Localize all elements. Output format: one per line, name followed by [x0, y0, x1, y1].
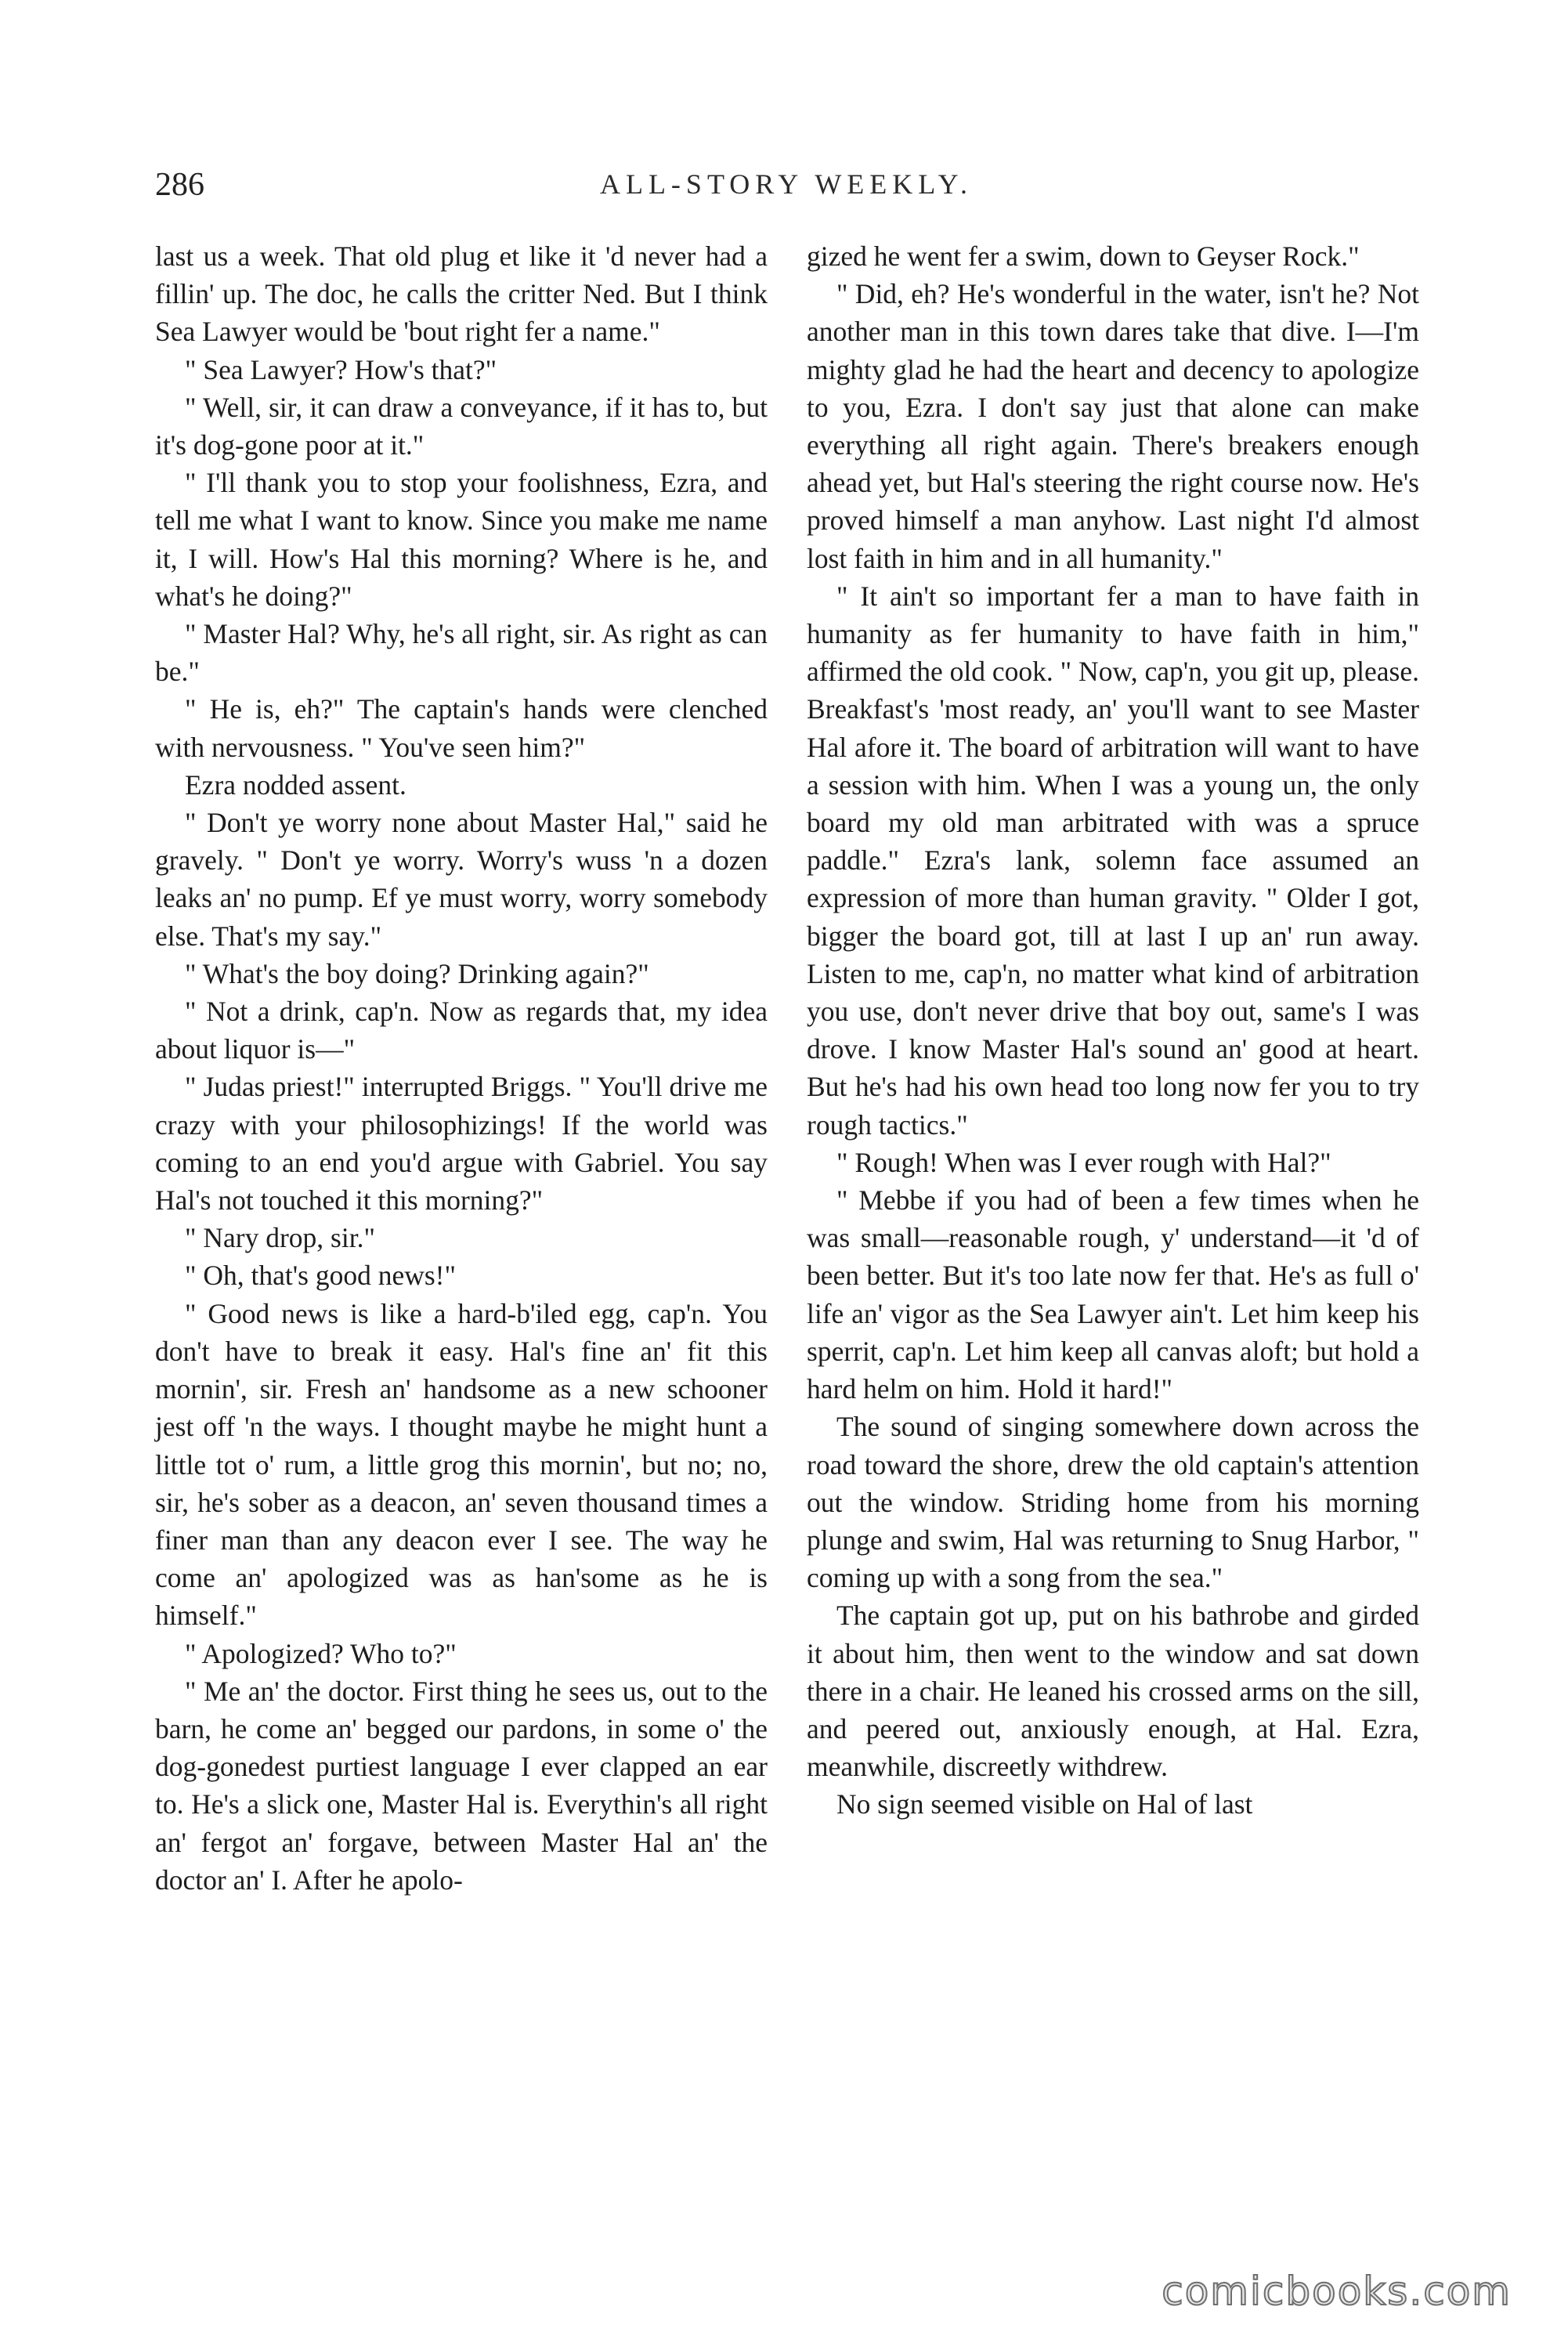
paragraph: No sign seemed visible on Hal of last — [836, 1788, 1253, 1820]
paragraph: " Well, sir, it can draw a conveyance, if it has to, but it's dog-gone poor at it." — [155, 391, 768, 461]
page-header — [155, 166, 1418, 213]
paragraph: " Me an' the doctor. First thing he sees us, out to the barn, he come an' begged our pardons, in some o' the dog-gonedest purtiest language I ever clapped an ear to. He's a slick one, Master Hal is. Everythin's all right an' fergot an' forgave, between Master Hal an' the doctor an' I. After he apolo- — [155, 1675, 768, 1896]
paragraph: " He is, eh?" The captain's hands were clenched with nervousness. " You've seen him?" — [155, 693, 768, 763]
paragraph: " It ain't so important fer a man to have faith in humanity as fer humanity to have faith in him," affirmed the old cook. " Now, cap'n, you git up, please. Breakfast's 'most ready, an' you'll want to see Master Hal afore it. The board of arbitration will want to have a session with him. When I was a young un, the only board my old man arbitrated with was a spruce paddle." Ezra's lank, solemn face assumed an expression of more than human gravity. " Older I got, bigger the board got, till at last I up an' run away. Listen to me, cap'n, no matter what kind of arbitration you use, don't never drive that boy out, same's I was drove. I know Master Hal's sound an' good at heart. But he's had his own head too long now fer you to try rough tactics." — [807, 580, 1419, 1141]
paragraph: " Nary drop, sir." — [185, 1222, 375, 1254]
paragraph: The sound of singing somewhere down across the road toward the shore, drew the old captain's attention out the window. Striding home from his morning plunge and swim, Hal was returning to Snug Harbor, " coming up with a song from the sea." — [807, 1411, 1419, 1594]
paragraph: " Mebbe if you had of been a few times when he was small—reasonable rough, y' understand—it 'd of been better. But it's too late now fer that. He's as full o' life an' vigor as the Sea Lawyer ain't. Let him keep his sperrit, cap'n. Let him keep all canvas aloft; but hold a hard helm on him. Hold it hard!" — [807, 1184, 1419, 1405]
page-number: 286 — [155, 167, 204, 203]
paragraph: " Judas priest!" interrupted Briggs. " You'll drive me crazy with your philosophizings! If the world was coming to an end you'd argue with Gabriel. You say Hal's not touched it this morning?" — [155, 1071, 768, 1217]
paragraph: " Apologized? Who to?" — [185, 1637, 457, 1669]
paragraph: " Master Hal? Why, he's all right, sir. As right as can be." — [155, 618, 768, 688]
paragraph: " Rough! When was I ever rough with Hal?" — [836, 1146, 1331, 1178]
paragraph: " What's the boy doing? Drinking again?" — [185, 957, 649, 989]
paragraph: " Good news is like a hard-b'iled egg, cap'n. You don't have to break it easy. Hal's fine an' fit this mornin', sir. Fresh an' handsome as a new schooner jest off 'n the ways. I thought maybe he might hunt a little tot o' rum, a little grog this mornin', but no; no, sir, he's sober as a deacon, an' seven thousand times a finer man than any deacon ever I see. The way he come an' apologized was as han'some as he is himself." — [155, 1297, 768, 1632]
text-column-right — [807, 237, 1419, 1824]
paragraph: " Not a drink, cap'n. Now as regards that, my idea about liquor is—" — [155, 996, 768, 1065]
text-column-left — [155, 237, 768, 1899]
paragraph: gized he went fer a swim, down to Geyser Rock." — [807, 240, 1360, 272]
running-title: ALL-STORY WEEKLY. — [599, 168, 974, 200]
paragraph: last us a week. That old plug et like it 'd never had a fillin' up. The doc, he calls the critter Ned. But I think Sea Lawyer would be 'bout right fer a name." — [155, 240, 768, 348]
paragraph: " Did, eh? He's wonderful in the water, isn't he? Not another man in this town dares take that dive. I—I'm mighty glad he had the heart and decency to apologize to you, Ezra. I don't say just that alone can make everything all right again. There's breakers enough ahead yet, but Hal's steering the right course now. He's proved himself a man anyhow. Last night I'd almost lost faith in him and in all humanity." — [807, 278, 1419, 574]
watermark: comicbooks.com — [1162, 2269, 1512, 2314]
paragraph: " Don't ye worry none about Master Hal," said he gravely. " Don't ye worry. Worry's wuss 'n a dozen leaks an' no pump. Ef ye must worry, worry somebody else. That's my say." — [155, 807, 768, 952]
paragraph: " Oh, that's good news!" — [185, 1260, 456, 1292]
paragraph: Ezra nodded assent. — [185, 768, 406, 801]
paragraph: " Sea Lawyer? How's that?" — [185, 353, 497, 385]
paragraph: The captain got up, put on his bathrobe and girded it about him, then went to the window and sat down there in a chair. He leaned his crossed arms on the sill, and peered out, anxiously enough, at Hal. Ezra, meanwhile, discreetly withdrew. — [807, 1600, 1419, 1783]
paragraph: " I'll thank you to stop your foolishness, Ezra, and tell me what I want to know. Since you make me name it, I will. How's Hal this morning? Where is he, and what's he doing?" — [155, 467, 768, 612]
